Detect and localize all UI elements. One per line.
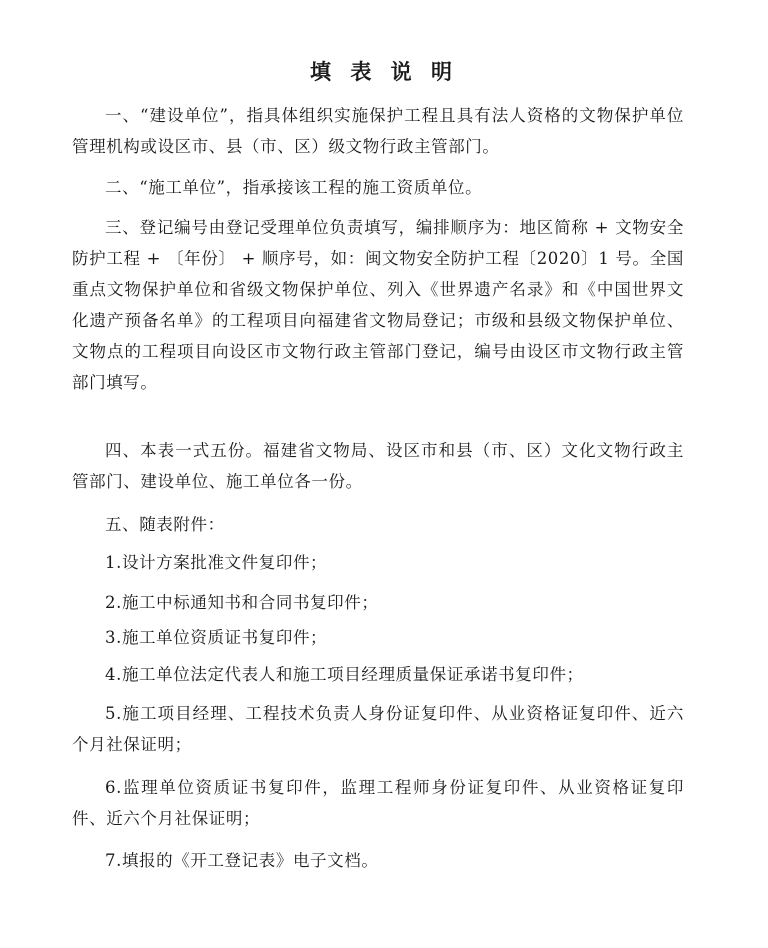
paragraph-attachments-heading: 五、随表附件：: [105, 515, 225, 534]
attachment-item-6: 6.监理单位资质证书复印件，监理工程师身份证复印件、从业资格证复印件、近六个月社保证明；: [72, 778, 684, 828]
page-title: 填 表 说 明: [310, 59, 458, 84]
attachment-item-3: 3.施工单位资质证书复印件；: [105, 628, 328, 647]
attachment-item-1: 1.设计方案批准文件复印件；: [105, 553, 328, 572]
attachment-item-5: 5.施工项目经理、工程技术负责人身份证复印件、从业资格证复印件、近六个月社保证明；: [72, 704, 684, 754]
paragraph-construction-unit: 一、“建设单位”，指具体组织实施保护工程且具有法人资格的文物保护单位管理机构或设区市、县（市、区）级文物行政主管部门。: [72, 106, 684, 156]
attachment-item-4: 4.施工单位法定代表人和施工项目经理质量保证承诺书复印件；: [105, 665, 584, 684]
paragraph-registration-number: 三、登记编号由登记受理单位负责填写，编排顺序为：地区简称 + 文物安全防护工程 + 〔年份〕 + 顺序号，如：闽文物安全防护工程〔2020〕1 号。全国重点文物保护单位和省级文物保护单位、列入《世界遗产名录》和《中国世界文化遗产预备名单》的工程项目向福建省文物局登记；市级和县级文物保护单位、文物点的工程项目向设区市文物行政主管部门登记，编号由设区市文物行政主管部门填写。: [72, 218, 684, 392]
attachment-item-7: 7.填报的《开工登记表》电子文档。: [105, 851, 379, 870]
attachment-item-2: 2.施工中标通知书和合同书复印件；: [105, 593, 379, 612]
paragraph-contractor-unit: 二、“施工单位”，指承接该工程的施工资质单位。: [105, 178, 483, 197]
paragraph-copies: 四、本表一式五份。福建省文物局、设区市和县（市、区）文化文物行政主管部门、建设单位、施工单位各一份。: [72, 441, 684, 491]
